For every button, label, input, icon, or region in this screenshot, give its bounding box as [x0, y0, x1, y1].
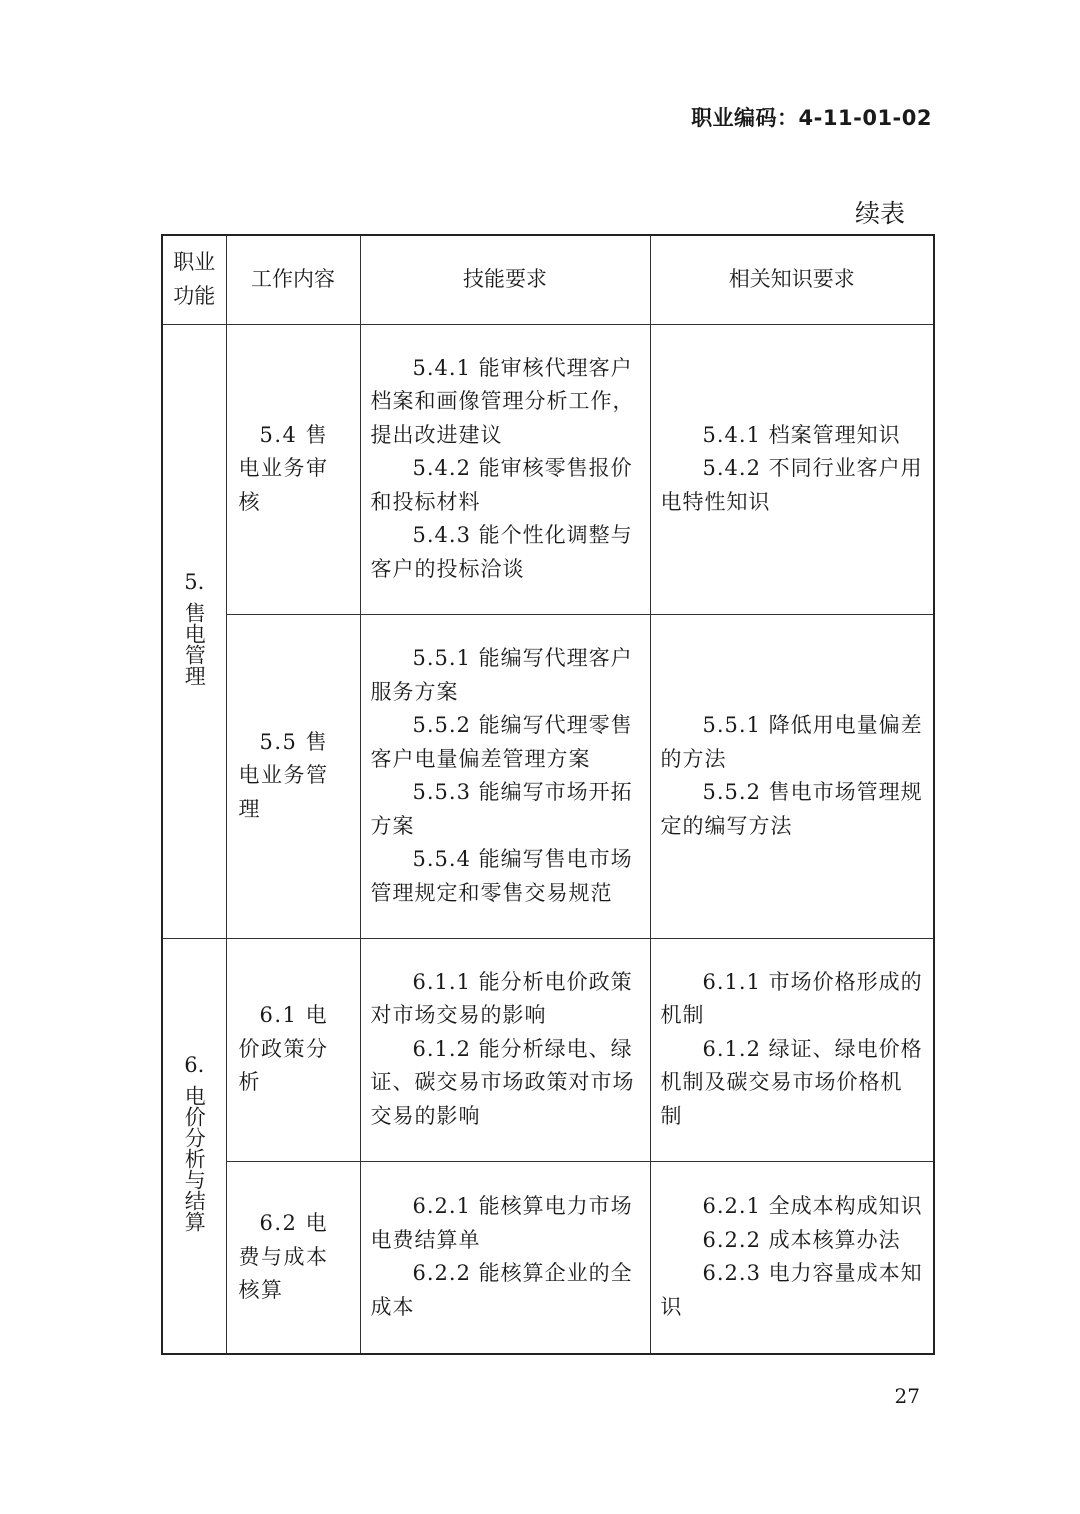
table-row [162, 324, 934, 614]
skill-item: 6.2.2 能核算企业的全成本 [370, 1261, 633, 1319]
page-number: 27 [894, 1384, 920, 1408]
knowledge-cell [650, 938, 934, 1161]
skill-item: 5.4.2 能审核零售报价和投标材料 [370, 456, 633, 514]
skill-item: 5.5.1 能编写代理客户服务方案 [370, 646, 633, 704]
knowledge-item: 6.2.3 电力容量成本知识 [660, 1261, 923, 1319]
table-row [162, 938, 934, 1161]
function-cell [162, 324, 226, 938]
header-function: 职业功能 [162, 235, 226, 324]
knowledge-item: 5.5.1 降低用电量偏差的方法 [660, 713, 923, 771]
table-row [162, 614, 934, 938]
skill-requirements-table [161, 234, 935, 1355]
work-content: 6.1 电价政策分析 [238, 1003, 329, 1095]
work-content: 5.4 售电业务审核 [238, 422, 329, 514]
occupation-code: 职业编码：4-11-01-02 [691, 106, 932, 130]
header-skill: 技能要求 [360, 235, 650, 324]
function-number: 5. [184, 570, 205, 594]
skill-cell [360, 324, 650, 614]
knowledge-item: 5.5.2 售电市场管理规定的编写方法 [660, 780, 923, 838]
work-content: 6.2 电费与成本核算 [238, 1211, 329, 1302]
function-cell [162, 938, 226, 1354]
function-name: 售电管理 [182, 601, 207, 686]
knowledge-cell [650, 324, 934, 614]
work-content-cell [226, 938, 360, 1161]
table-header-row [162, 235, 934, 324]
skill-item: 5.5.2 能编写代理零售客户电量偏差管理方案 [370, 713, 633, 771]
table-row [162, 1161, 934, 1354]
skill-item: 6.2.1 能核算电力市场电费结算单 [370, 1194, 633, 1252]
work-content: 5.5 售电业务管理 [238, 729, 329, 821]
skill-item: 6.1.2 能分析绿电、绿证、碳交易市场政策对市场交易的影响 [370, 1036, 635, 1128]
skill-cell [360, 614, 650, 938]
skill-cell [360, 938, 650, 1161]
function-number: 6. [184, 1053, 205, 1078]
continued-table-label: 续表 [854, 199, 905, 228]
knowledge-item: 5.4.1 档案管理知识 [702, 422, 901, 447]
knowledge-item: 6.2.2 成本核算办法 [702, 1227, 901, 1252]
knowledge-item: 5.4.2 不同行业客户用电特性知识 [660, 456, 923, 514]
skill-item: 5.5.3 能编写市场开拓方案 [370, 780, 633, 838]
skill-item: 5.4.3 能个性化调整与客户的投标洽谈 [370, 523, 633, 581]
header-work-content: 工作内容 [226, 235, 360, 324]
function-name: 电价分析与结算 [182, 1084, 207, 1232]
skill-item: 5.5.4 能编写售电市场管理规定和零售交易规范 [370, 847, 633, 905]
work-content-cell [226, 614, 360, 938]
knowledge-item: 6.1.2 绿证、绿电价格机制及碳交易市场价格机制 [660, 1036, 923, 1128]
skill-cell [360, 1161, 650, 1354]
work-content-cell [226, 324, 360, 614]
skill-item: 5.4.1 能审核代理客户档案和画像管理分析工作，提出改进建议 [370, 355, 635, 447]
skill-item: 6.1.1 能分析电价政策对市场交易的影响 [370, 969, 633, 1028]
header-knowledge: 相关知识要求 [650, 235, 934, 324]
knowledge-item: 6.1.1 市场价格形成的机制 [660, 969, 923, 1028]
knowledge-cell [650, 614, 934, 938]
knowledge-item: 6.2.1 全成本构成知识 [702, 1194, 923, 1219]
knowledge-cell [650, 1161, 934, 1354]
work-content-cell [226, 1161, 360, 1354]
